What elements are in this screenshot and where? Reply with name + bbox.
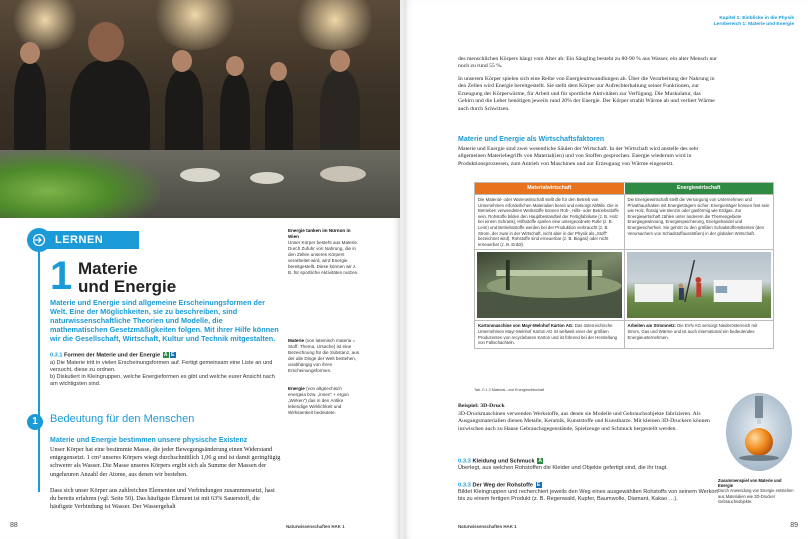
section-title: Bedeutung für den Menschen: [50, 413, 195, 425]
power-grid-photo: [627, 252, 772, 318]
body-wirtschaft: Materie und Energie sind zwei wesentliche Säulen der Wirtschaft. In der Wirtschaft wird anstelle des sehr allgemeinen Materiebegriffs von Material(ien) und von Stoffen gesprochen. Energie wiederum wird in Produktionsprozessen, zum Antrieb von Maschinen und zur Erzeugung von Wärme eingesetzt.: [458, 146, 699, 167]
page-number-left: 88: [10, 522, 18, 529]
page-88: [0, 0, 400, 539]
example-title: Beispiel: 3D-Druck: [458, 403, 505, 409]
lernen-tag: [27, 228, 139, 252]
cell-energy-text: Die Energiewirtschaft stellt die Versorgung von Unternehmen und Privathaushalten mit Energieträgern sicher. Energieträger können fest sein wie Holz, flüssig wie Benzin oder gasförmig wie Erdgas. Zur Energiewirtschaft zählen unter anderem die Themengebiete Energiegewinnung, Energiespeicherung, Energiehandel und Energiesicherheit. Sie gehört zu den größten Schadstoffemittenten (den Verursachern von Schadstoffausstößen) in der globalen Wirtschaft.: [624, 195, 774, 249]
running-head: Kapitel 1: Einblicke in die Physik Lernbereich 1: Materie und Energie: [713, 16, 794, 27]
example-text: 3D-Druckmaschinen verwenden Werkstoffe, aus denen sie Modelle und Gebrauchsobjekte fabrizieren. Als Ausgangsmaterialien dienen Metalle, Keramik, Kunststoffe und Kunstharze. Mit kleinen 3D-Druckern können inzwischen auch zu Hause Gebrauchsgegenstände, Spielzeuge und Schmuck hergestellt werden.: [458, 411, 710, 432]
caption-carton-machine: Kartonmaschine von Mayr-Melnhof Karton AG: Das österreichische Unternehmen Mayr-Melnhof Karton AG ist weltweit einer der größten Produzenten von recyclebaren Karton und ist führend bei der Herstellung von Faltschachteln.: [478, 323, 618, 346]
task-formen: 0.3.1 Formen der Materie und der Energie A E a) Die Materie tritt in vielen Erscheinungsformen auf. Fertigt gemeinsam eine Liste an und versucht, diese zu ordnen. b) Diskutiert in Kleingruppen, welche Energieformen es gibt und welche eurer Ansicht nach am wichtigsten sind.: [50, 352, 275, 388]
footer-left: Naturwissenschaften HAK 1: [286, 524, 345, 529]
subsection-title: Materie und Energie bestimmen unsere physische Existenz: [50, 437, 248, 444]
body-energie: In unserem Körper spielen sich eine Reihe von Energieumwandlungen ab. Über die Verarbeitung der Nahrung in den Zellen wird Energie bereitgestellt. Sie stellt dem Körper zur Aufrechterhaltung seiner Funktionen, zur Erzeugung der Körperwärme, für Arbeit und für sportliche Aktivitäten zur Verfügung. Die Muskulatur, das Gehirn und die Leber benötigen jeweils rund 20% der Energie. Der Körper strahlt Wärme ab und verliert Wärme auch durch Schwitzen.: [458, 76, 715, 112]
body-paragraph-1: Unser Körper hat eine bestimmte Masse, die jeder Bewegungsänderung einen Widerstand entgegensetzt. 1 cm³ unseres Körpers wiegt durchschnittlich 1,06 g und ist damit geringfügig schwerer als Wasser. Die Masse unseres Körpers ergibt sich als Summe der Massen der ungeheuren Anzahl der Atome, aus denen wir bestehen.: [50, 446, 281, 478]
page-89: [404, 0, 808, 539]
body-paragraph-2: Dass sich unser Körper aus zahlreichen Elementen und Verbindungen zusammensetzt, hast du bereits erfahren (vgl. Seite 50). Das häufigste Element ist mit 63% Sauerstoff, die häufigste Verbindung ist Wasser. Der Wassergehalt: [50, 487, 275, 511]
header-energiewirtschaft: Energiewirtschaft: [624, 183, 774, 194]
kitchen-photo: [0, 0, 400, 218]
3d-printer-photo: [725, 392, 793, 472]
body-top: des menschlichen Körpers hängt vom Alter ab: Ein Säugling besteht zu 80-90 % aus Wasser, ein alter Mensch nur noch zu rund 55 %.: [458, 56, 718, 70]
footer-right: Naturwissenschaften HAK 1: [458, 524, 517, 529]
lernen-label: LERNEN: [47, 231, 139, 249]
task-kleidung: 0.3.3 Kleidung und Schmuck A Überlegt, aus welchen Rohstoffen die Kleider und Objekte gefertigt sind, die ihr tragt.: [458, 458, 668, 472]
chapter-number: 1: [50, 254, 73, 298]
caption-power-grid: Arbeiten am Stromnetz: Die EVN AG versorgt Niederösterreich mit Strom, Gas und Wärme und ist auch international ein bedeutendes Energieunternehmen.: [624, 321, 774, 347]
table-note: Tab. 0.1.2 Material- und Energiewirtschaft: [474, 388, 545, 392]
margin-note-photo: Energie tanken im Nürnon in Wien Unser Körper besteht aus Materie. Durch Zufuhr von Nahrung, die in den Zellen unseres Körpers verarbeitet wird, wird Energie bereitgestellt. Diese können wir z. B. für sportliche Aktivitäten nutzen.: [288, 228, 359, 275]
subsection-wirtschaft: Materie und Energie als Wirtschaftsfaktoren: [458, 136, 605, 143]
carton-machine-photo: [477, 252, 622, 318]
page-number-right: 89: [790, 522, 798, 529]
header-materialwirtschaft: Materialwirtschaft: [475, 183, 624, 194]
photo-caption-3d: Zusammenspiel von Materie und Energie Durch Anwendung von Energie entstehen aus Materialien wie 3D-Drucker Gebrauchsobjekte.: [718, 478, 794, 504]
section-number: 1: [27, 414, 43, 430]
margin-note-materie: Materie (von lateinisch materia = Stoff, Thema, Ursache) ist eine Bezeichnung für die Substanz, aus der alle Dinge der Welt bestehen, unabhängig von ihren Erscheinungsformen.: [288, 338, 359, 373]
cell-material-text: Die Material- oder Warenwirtschaft stellt die für den Betrieb von Unternehmen erforderlichen Materialien bereit und entsorgt Abfälle. Die in Betrieben verwendeten Werkstoffe können Roh-, Hilfs- oder Betriebsstoffe sein. Rohstoffe bilden den Hauptbestandteil der Fertigfabrikate (z. B. Holz bei einem Schrank), Hilfsstoffe spielen eine untergeordnete Rolle (z. B. Leim) und Betriebsstoffe werden bei der Produktion verbraucht (z. B. Strom, der zwar in der Wirtschaft, nicht aber in der Physik als „Stoff“ bezeichnet wird). Rohstoffe sind erneuerbar (z. B. Biogas) oder nicht erneuerbar (z. B. Erdöl).: [478, 197, 619, 247]
margin-note-energie: Energie (von altgriechisch energeia bzw. „innen“ + ergon „Wirken“) das in den Antike lebendige Wirklichkeit und Wirksamkeit bedeutete.: [288, 386, 349, 415]
task-rohstoffe: 0.3.3 Der Weg der Rohstoffe E Bildet Kleingruppen und recherchiert jeweils den Weg eines ausgewählten Rohstoffs von seinem Werkort bis zu einem fertigen Produkt (z. B. Regenwald, Kupfer, Baumwolle, Diamant, Kakao …).: [458, 482, 718, 503]
chapter-intro: Materie und Energie sind allgemeine Erscheinungsformen der Welt. Eine der Möglichkeiten, sie zu beschreiben, sind naturwissenschaftliche Theorien und Modelle, die mathematischen Gesetzmäßigkeiten folgen. Mit ihrer Hilfe können wir die Gesellschaft, Wirtschaft, Kultur und Technik mitgestalten.: [50, 298, 279, 343]
chapter-title: Materie und Energie: [78, 259, 177, 296]
economy-table: [474, 182, 774, 349]
accent-line: [38, 252, 40, 492]
